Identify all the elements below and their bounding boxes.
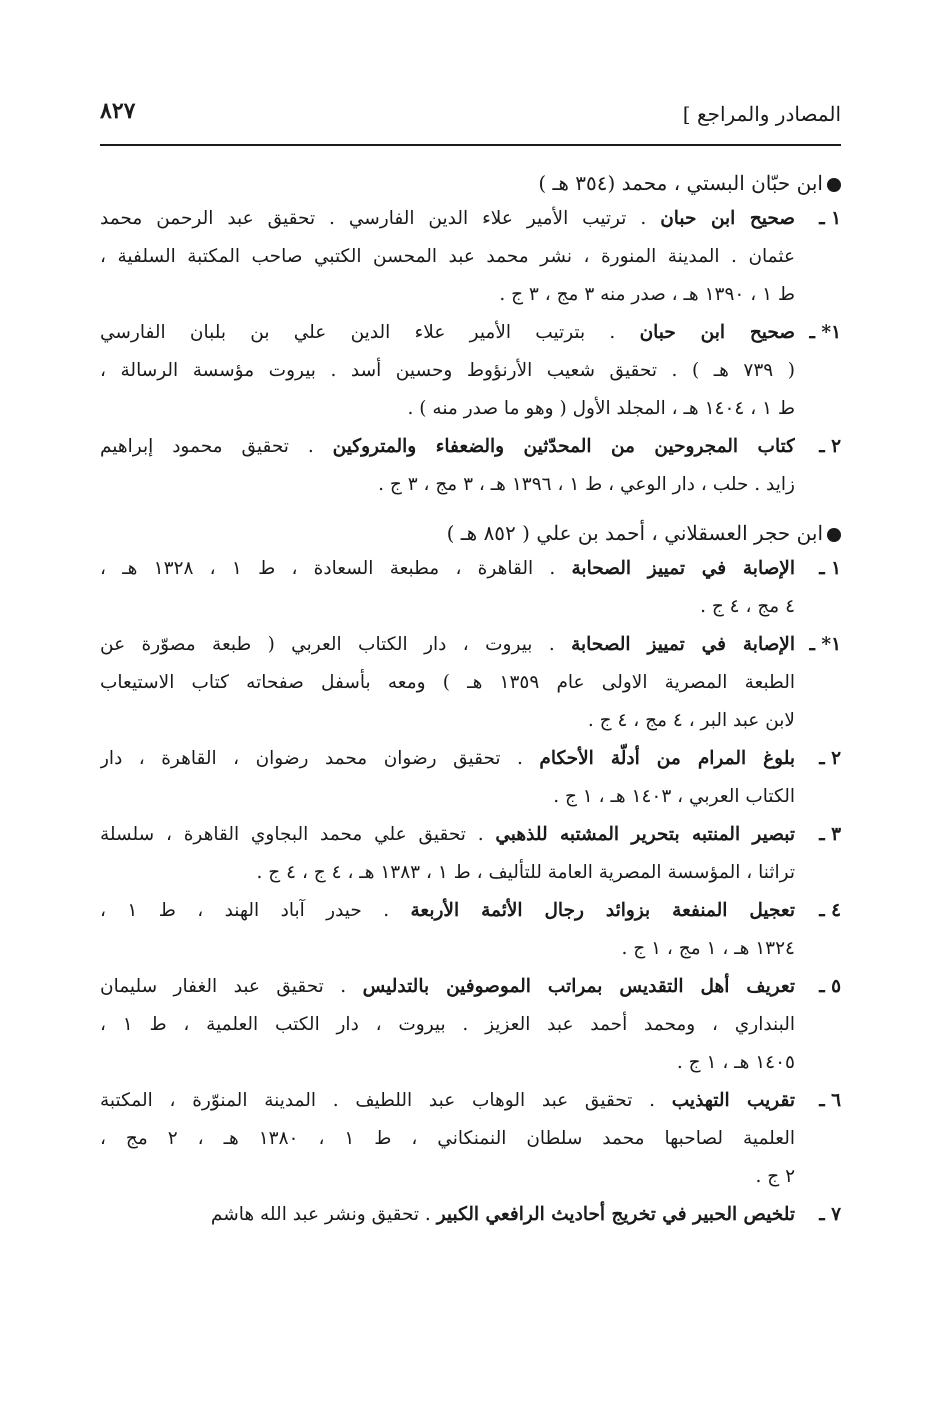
entry-line [100,1082,795,1120]
bibliography-entry [100,1196,841,1234]
entry-text: زايد . حلب ، دار الوعي ، ط ١ ، ١٣٩٦ هـ ، ٣ مج ، ٣ ج . [378,474,795,495]
entry-text: . تحقيق رضوان محمد رضوان ، القاهرة ، دار [100,748,540,769]
book-title: تعريف أهل التقديس بمراتب الموصوفين بالتدليس [362,976,795,997]
entry-line [100,626,795,664]
entry-line [100,428,795,466]
book-title: تلخيص الحبير في تخريج أحاديث الرافعي الكبير [436,1204,795,1225]
entry-line [100,200,795,238]
entry-line [100,550,795,588]
book-title: الإصابة في تمييز الصحابة [571,558,795,579]
entry-line [100,1158,795,1196]
entry-text: العلمية لصاحبها محمد سلطان النمنكاني ، ط ١ ، ١٣٨٠ هـ ، ٢ مج ، [100,1128,795,1149]
entry-text: . القاهرة ، مطبعة السعادة ، ط ١ ، ١٣٢٨ هـ ، [100,558,572,579]
entry-text: . حيدر آباد الهند ، ط ١ ، [100,900,411,921]
bibliography-entry [100,892,841,968]
entry-line [100,1120,795,1158]
bullet-icon [827,178,841,192]
entry-text: ط ١ ، ١٤٠٤ هـ ، المجلد الأول ( وهو ما صدر منه ) . [407,398,795,419]
book-title: صحيح ابن حبان [639,322,795,343]
entry-number: ٤ ـ [819,900,841,921]
bibliography-entry [100,314,841,428]
bibliography-entry [100,626,841,740]
bullet-icon [827,528,841,542]
entry-text: لابن عبد البر ، ٤ مج ، ٤ ج . [587,710,795,731]
bibliography-entry [100,200,841,314]
book-title: تعجيل المنفعة بزوائد رجال الأئمة الأربعة [410,900,795,921]
entry-line [100,1196,795,1234]
entry-text: . تحقيق ونشر عبد الله هاشم [210,1204,437,1225]
bibliography-entry [100,816,841,892]
entry-text: ٤ مج ، ٤ ج . [700,596,795,617]
book-title: الإصابة في تمييز الصحابة [571,634,795,655]
entry-number: ٧ ـ [819,1204,841,1225]
entry-text: الكتاب العربي ، ١٤٠٣ هـ ، ١ ج . [553,786,795,807]
page-header [100,96,841,136]
entry-line [100,1006,795,1044]
entry-line [100,816,795,854]
bibliography-entry [100,740,841,816]
bibliography-entry [100,968,841,1082]
page-number: ٨٢٧ [100,98,136,124]
entry-text: عثمان . المدينة المنورة ، نشر محمد عبد المحسن الكتبي صاحب المكتبة السلفية ، [100,246,795,267]
entry-line [100,238,795,276]
entry-text: . تحقيق علي محمد البجاوي القاهرة ، سلسلة [100,824,496,845]
entry-text: . تحقيق محمود إبراهيم [100,436,333,457]
entry-text: ط ١ ، ١٣٩٠ هـ ، صدر منه ٣ مج ، ٣ ج . [499,284,795,305]
entry-text: . ترتيب الأمير علاء الدين الفارسي . تحقيق عبد الرحمن محمد [100,208,661,229]
entry-text: تراثنا ، المؤسسة المصرية العامة للتأليف ، ط ١ ، ١٣٨٣ هـ ، ٤ ج ، ٤ ج . [256,862,795,883]
entry-text: ( ٧٣٩ هـ ) . تحقيق شعيب الأرنؤوط وحسين أسد . بيروت مؤسسة الرسالة ، [100,360,795,381]
entry-line [100,968,795,1006]
author-heading [100,518,841,548]
bibliography-entry [100,428,841,504]
entry-line [100,702,795,740]
entry-number: ٢ ـ [819,436,841,457]
entry-line [100,930,795,968]
entry-line [100,778,795,816]
author-name: ابن حجر العسقلاني ، أحمد بن علي ( ٨٥٢ هـ ) [446,521,823,545]
entry-line [100,892,795,930]
section-gap [100,504,841,518]
entry-number: ١ ـ [819,558,841,579]
entry-line [100,854,795,892]
entry-text: . تحقيق عبد الوهاب عبد اللطيف . المدينة المنوّرة ، المكتبة [100,1090,672,1111]
author-heading [100,168,841,198]
entry-line [100,1044,795,1082]
entry-line [100,276,795,314]
book-title: صحيح ابن حبان [660,208,795,229]
entry-text: الطبعة المصرية الاولى عام ١٣٥٩ هـ ) ومعه بأسفل صفحاته كتاب الاستيعاب [100,672,795,693]
author-name: ابن حبّان البستي ، محمد (٣٥٤ هـ ) [538,171,823,195]
entry-number: ٦ ـ [819,1090,841,1111]
entry-number: ١* ـ [809,322,841,343]
entry-number: ١* ـ [809,634,841,655]
entry-text: البنداري ، ومحمد أحمد عبد العزيز . بيروت ، دار الكتب العلمية ، ط ١ ، [100,1014,795,1035]
book-title: تقريب التهذيب [671,1090,795,1111]
entry-line [100,588,795,626]
entry-line [100,314,795,352]
book-title: كتاب المجروحين من المحدّثين والضعفاء والمتروكين [332,436,795,457]
entry-line [100,352,795,390]
entry-text: ١٤٠٥ هـ ، ١ ج . [676,1052,795,1073]
running-title: المصادر والمراجع ] [682,102,841,126]
entry-number: ٢ ـ [819,748,841,769]
entry-text: . بترتيب الأمير علاء الدين علي بن بلبان الفارسي [100,322,640,343]
entry-text: ٢ ج . [755,1166,795,1187]
entry-line [100,390,795,428]
entry-line [100,466,795,504]
entry-line [100,740,795,778]
book-title: تبصير المنتبه بتحرير المشتبه للذهبي [495,824,795,845]
book-title: بلوغ المرام من أدلّة الأحكام [539,748,795,769]
bibliography-entry [100,550,841,626]
entry-text: . بيروت ، دار الكتاب العربي ( طبعة مصوّرة عن [100,634,572,655]
entry-text: . تحقيق عبد الغفار سليمان [100,976,363,997]
entry-number: ٥ ـ [819,976,841,997]
header-rule [100,144,841,146]
entry-text: ١٣٢٤ هـ ، ١ مج ، ١ ج . [621,938,795,959]
entry-number: ٣ ـ [819,824,841,845]
entry-number: ١ ـ [819,208,841,229]
bibliography-entry [100,1082,841,1196]
entry-line [100,664,795,702]
bibliography-content [100,168,841,1234]
